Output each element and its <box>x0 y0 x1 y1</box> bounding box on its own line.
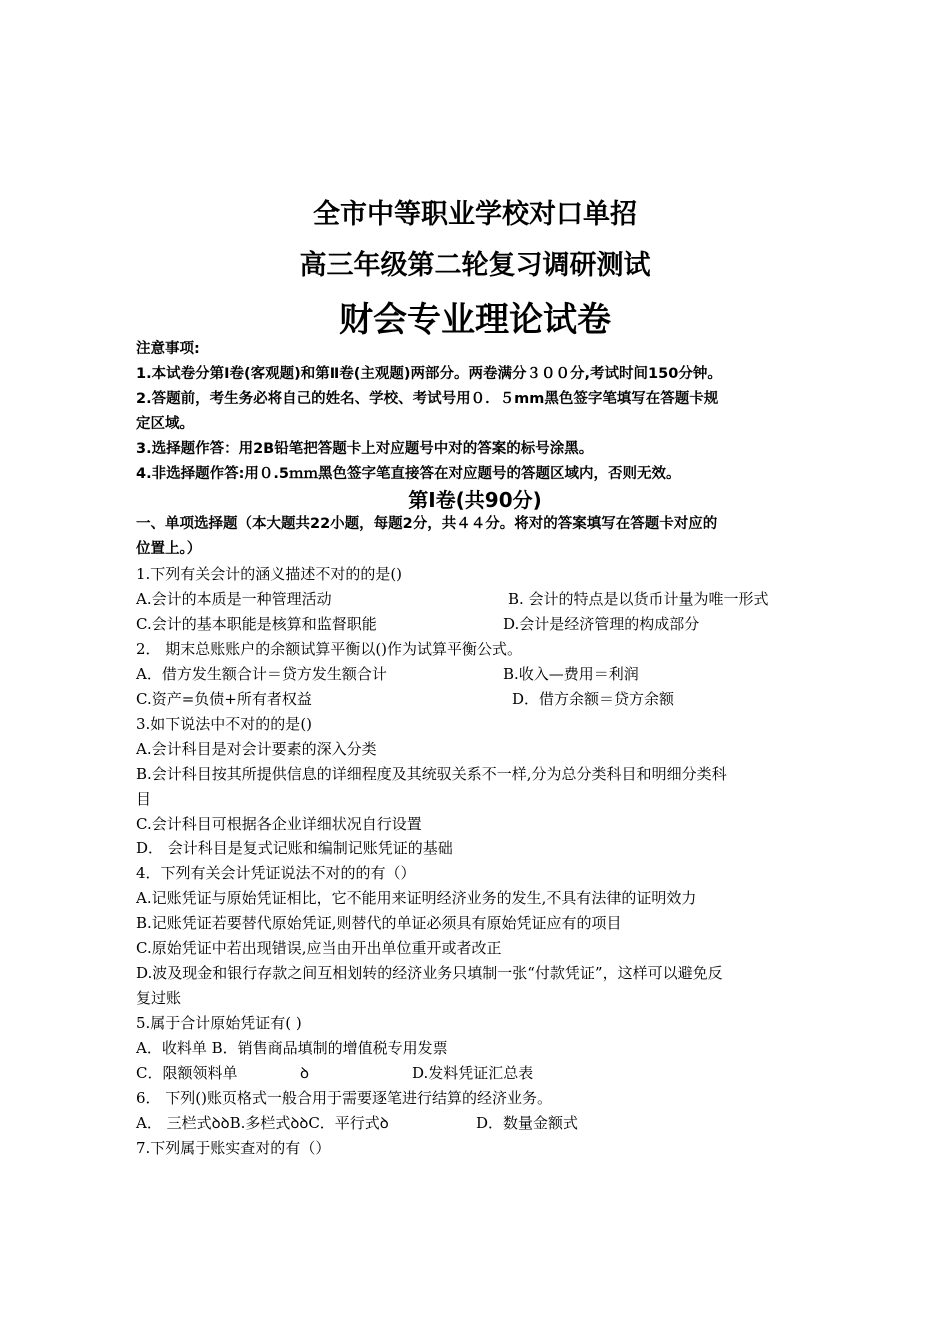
note-1: 1.本试卷分第Ⅰ卷(客观题)和第Ⅱ卷(主观题)两部分。两卷满分３００分,考试时间150分钟。 <box>136 366 722 382</box>
question-1-option-a: A.会计的本质是一种管理活动 <box>136 590 332 608</box>
question-1-option-b: B. 会计的特点是以货币计量为唯一形式 <box>508 590 769 608</box>
question-3-option-a: A.会计科目是对会计要素的深入分类 <box>136 740 377 758</box>
question-5-options-ab: A．收料单 B．销售商品填制的增值税专用发票 <box>136 1039 448 1057</box>
part-heading-cont: 位置上。） <box>136 541 202 557</box>
question-2-option-c: C.资产=负债+所有者权益 <box>136 690 312 708</box>
question-6-options-abc: A． 三栏式ꝺꝺB.多栏式ꝺꝺC．平行式ꝺ <box>136 1114 389 1132</box>
question-4-option-d: D.波及现金和银行存款之间互相划转的经济业务只填制一张“付款凭证”，这样可以避免反 <box>136 964 723 982</box>
exam-title-subject: 财会专业理论试卷 <box>339 300 611 340</box>
question-4-option-c: C.原始凭证中若出现错误,应当由开出单位重开或者改正 <box>136 939 502 957</box>
question-5-option-c: C．限额领料单 <box>136 1064 238 1082</box>
note-3: 3.选择题作答：用2B铅笔把答题卡上对应题号中对的答案的标号涂黑。 <box>136 441 594 457</box>
question-3-option-b-cont: 目 <box>136 790 152 808</box>
note-2-cont: 定区域。 <box>136 416 194 432</box>
part-heading: 一、单项选择题（本大题共22小题，每题2分，共４４分。将对的答案填写在答题卡对应的 <box>136 516 718 532</box>
question-5-mark: ꝺ <box>300 1064 309 1082</box>
question-3: 3.如下说法中不对的的是() <box>136 715 313 733</box>
question-4-option-d-cont: 复过账 <box>136 989 182 1007</box>
section-title: 第Ⅰ卷(共90分) <box>408 488 542 512</box>
question-1-option-d: D.会计是经济管理的构成部分 <box>503 615 700 633</box>
question-6: 6． 下列()账页格式一般合用于需要逐笔进行结算的经济业务。 <box>136 1089 553 1107</box>
question-5: 5.属于合计原始凭证有( ) <box>136 1014 302 1032</box>
question-4-option-b: B.记账凭证若要替代原始凭证,则替代的单证必须具有原始凭证应有的项目 <box>136 914 622 932</box>
question-1-option-c: C.会计的基本职能是核算和监督职能 <box>136 615 377 633</box>
question-6-option-d: D．数量金额式 <box>476 1114 579 1132</box>
question-7: 7.下列属于账实查对的有（） <box>136 1139 331 1157</box>
exam-title-grade: 高三年级第二轮复习调研测试 <box>299 250 651 281</box>
question-2-option-a: A．借方发生额合计＝贷方发生额合计 <box>136 665 387 683</box>
question-5-option-d: D.发料凭证汇总表 <box>412 1064 534 1082</box>
question-4: 4．下列有关会计凭证说法不对的的有（） <box>136 864 416 882</box>
question-2-option-b: B.收入—费用＝利润 <box>503 665 639 683</box>
note-2: 2.答题前，考生务必将自己的姓名、学校、考试号用０．５mm黑色签字笔填写在答题卡规 <box>136 391 719 407</box>
question-3-option-d: D． 会计科目是复式记账和编制记账凭证的基础 <box>136 839 453 857</box>
question-4-option-a: A.记账凭证与原始凭证相比，它不能用来证明经济业务的发生,不具有法律的证明效力 <box>136 889 697 907</box>
question-2: 2． 期末总账账户的余额试算平衡以()作为试算平衡公式。 <box>136 640 523 658</box>
question-3-option-b: B.会计科目按其所提供信息的详细程度及其统驭关系不一样,分为总分类科目和明细分类科 <box>136 765 727 783</box>
question-3-option-c: C.会计科目可根据各企业详细状况自行设置 <box>136 815 422 833</box>
exam-title-school: 全市中等职业学校对口单招 <box>313 199 637 230</box>
note-4: 4.非选择题作答:用０.5ｍｍ黑色签字笔直接答在对应题号的答题区域内，否则无效。 <box>136 466 681 482</box>
question-2-option-d: D．借方余额＝贷方余额 <box>512 690 675 708</box>
question-1: 1.下列有关会计的涵义描述不对的的是() <box>136 565 403 583</box>
notes-heading: 注意事项: <box>136 341 200 357</box>
